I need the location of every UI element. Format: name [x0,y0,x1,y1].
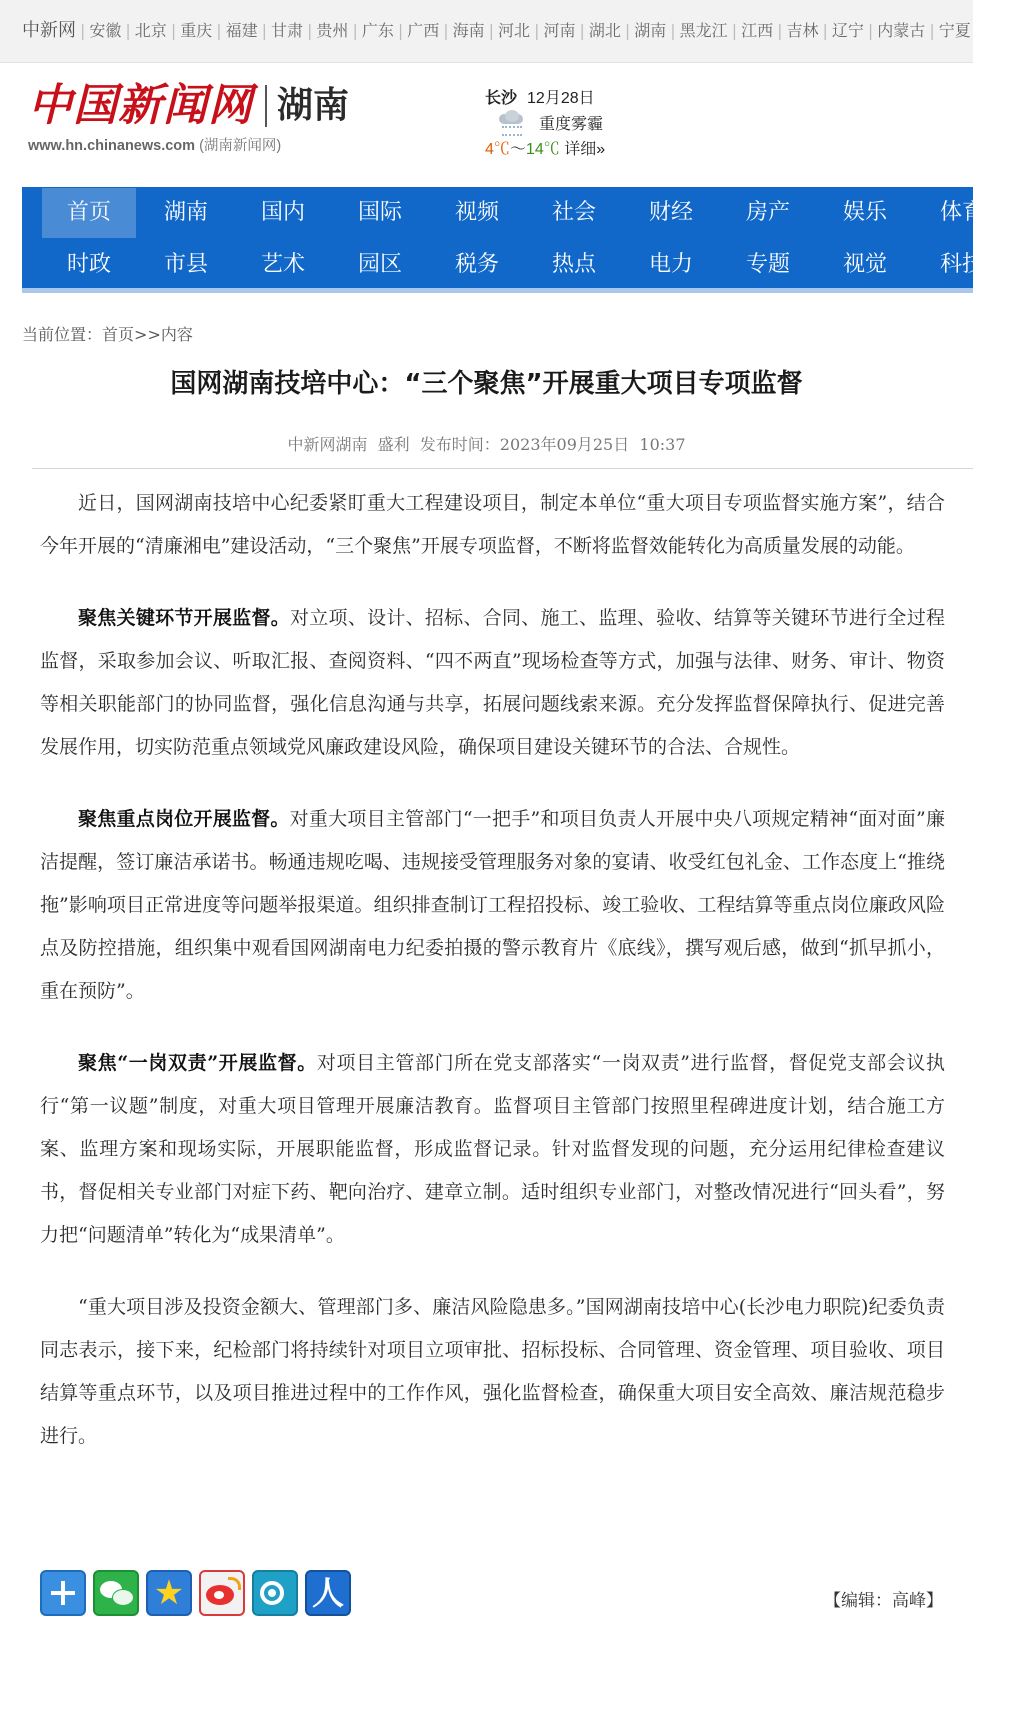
nav-item-topics[interactable]: 专题 [745,252,790,277]
site-home-link[interactable]: 中新网 [22,20,76,41]
nav-item-hot[interactable]: 热点 [551,252,596,277]
logo-text: 中国新闻网 [28,80,253,131]
weather-condition: 重度雾霾 [539,115,604,133]
nav-item-international[interactable]: 国际 [357,200,402,225]
nav-row-2 [42,240,1012,290]
weather-widget: 长沙 12月28日 重度雾霾 4℃～14℃ 详细» [485,90,606,158]
article-body [40,482,945,1487]
region-link[interactable]: 黑龙江 [679,21,728,40]
nav-item-counties[interactable]: 市县 [163,252,208,277]
breadcrumb-home-link[interactable]: 首页 [102,325,135,344]
paragraph-heading: 聚焦重点岗位开展监督。 [78,808,290,830]
share-qzone-star-icon[interactable]: ★ [146,1570,192,1616]
region-link[interactable]: 重庆 [180,21,213,40]
article-title: 国网湖南技培中心：“三个聚焦”开展重大项目专项监督 [170,369,803,399]
region-link[interactable]: 江西 [741,21,774,40]
site-header [0,63,973,190]
region-link[interactable]: 北京 [134,21,167,40]
weather-city: 长沙 [485,90,518,107]
nav-row-1 [42,188,1012,238]
paragraph: 近日，国网湖南技培中心纪委紧盯重大工程建设项目，制定本单位“重大项目专项监督实施方案”，结合今年开展的“清廉湘电”建设活动，“三个聚焦”开展专项监督，不断将监督效能转化为高质量发展的动能。 [40,492,945,557]
breadcrumb [22,322,193,345]
nav-item-sports[interactable]: 体育 [939,200,984,225]
main-nav [22,187,984,293]
paragraph: “重大项目涉及投资金额大、管理部门多、廉洁风险隐患多。”国网湖南技培中心(长沙电力职院)纪委负责同志表示，接下来，纪检部门将持续针对项目立项审批、招标投标、合同管理、资金管理、项目验收、项目结算等重点环节，以及项目推进过程中的工作作风，强化监督检查，确保重大项目安全高效、廉洁规范稳步进行。 [40,1296,945,1447]
divider [32,468,973,469]
weather-date: 12月28日 [527,90,595,107]
logo-url: www.hn.chinanews.com (湖南新闻网) [28,138,282,154]
nav-item-hunan[interactable]: 湖南 [163,200,208,225]
paragraph: 聚焦重点岗位开展监督。对重大项目主管部门“一把手”和项目负责人开展中央八项规定精神“面对面”廉洁提醒，签订廉洁承诺书。畅通违规吃喝、违规接受管理服务对象的宴请、收受红包礼金、工作态度上“推绕拖”影响项目正常进度等问题举报渠道。组织排查制订工程招投标、竣工验收、工程结算等重点岗位廉政风险点及防控措施，组织集中观看国网湖南电力纪委拍摄的警示教育片《底线》，撰写观后感，做到“抓早抓小，重在预防”。 [40,808,945,1002]
nav-item-society[interactable]: 社会 [551,200,596,225]
share-tencent-weibo-icon[interactable] [252,1570,298,1616]
region-link[interactable]: 福建 [225,21,258,40]
logo-region: 湖南 [277,85,350,126]
share-weibo-icon[interactable] [199,1570,245,1616]
logo-divider [265,85,267,127]
breadcrumb-separator: >> [134,325,161,344]
share-bar [40,1570,358,1616]
share-wechat-icon[interactable] [93,1570,139,1616]
editor-credit: 【编辑：高峰】 [824,1591,943,1611]
region-link[interactable]: 安徽 [89,21,122,40]
paragraph-heading: 聚焦关键环节开展监督。 [78,607,290,629]
region-link[interactable]: 河北 [498,21,531,40]
nav-item-video[interactable]: 视频 [454,200,499,225]
nav-item-politics[interactable]: 时政 [66,252,111,277]
breadcrumb-label: 当前位置： [22,325,103,344]
breadcrumb-current: 内容 [160,325,193,344]
paragraph-heading: 聚焦“一岗双责”开展监督。 [78,1052,317,1074]
region-link[interactable]: 广东 [361,21,394,40]
region-link[interactable]: 广西 [407,21,440,40]
nav-item-finance[interactable]: 财经 [648,200,693,225]
nav-item-entertainment[interactable]: 娱乐 [842,200,887,225]
separator: | [80,21,86,40]
share-people-icon[interactable]: 人 [305,1570,351,1616]
nav-item-tech[interactable]: 科技 [939,252,984,277]
fog-cloud-icon [497,110,527,134]
temp-high: 14℃ [525,141,560,158]
region-link[interactable]: 内蒙古 [877,21,926,40]
article-meta: 中新网湖南 盛利 发布时间：2023年09月25日 10:37 [287,435,686,454]
nav-item-tax[interactable]: 税务 [454,252,499,277]
nav-item-realestate[interactable]: 房产 [745,200,790,225]
paragraph: 聚焦“一岗双责”开展监督。对项目主管部门所在党支部落实“一岗双责”进行监督，督促党支部会议执行“第一议题”制度，对重大项目管理开展廉洁教育。监督项目主管部门按照里程碑进度计划，结合施工方案、监理方案和现场实际，开展职能监督，形成监督记录。针对监督发现的问题，充分运用纪律检查建议书，督促相关专业部门对症下药、靶向治疗、建章立制。适时组织专业部门，对整改情况进行“回头看”，努力把“问题清单”转化为“成果清单”。 [40,1052,946,1246]
region-link[interactable]: 海南 [452,21,485,40]
site-logo[interactable] [28,80,350,155]
share-more-plus-icon[interactable] [40,1570,86,1616]
nav-item-parks[interactable]: 园区 [357,252,402,277]
nav-item-home[interactable]: 首页 [42,188,136,238]
region-link[interactable]: 湖北 [588,21,621,40]
paragraph: 聚焦关键环节开展监督。对立项、设计、招标、合同、施工、监理、验收、结算等关键环节进行全过程监督，采取参加会议、听取汇报、查阅资料、“四不两直”现场检查等方式，加强与法律、财务、审计、物资等相关职能部门的协同监督，强化信息沟通与共享，拓展问题线索来源。充分发挥监督保障执行、促进完善发展作用，切实防范重点领域党风廉政建设风险，确保项目建设关键环节的合法、合规性。 [40,607,945,758]
region-link[interactable]: 吉林 [786,21,819,40]
region-link[interactable]: 甘肃 [271,21,304,40]
region-link[interactable]: 湖南 [634,21,667,40]
nav-item-art[interactable]: 艺术 [260,252,305,277]
region-link[interactable]: 河南 [543,21,576,40]
temp-low: 4℃ [485,141,510,158]
region-link[interactable]: 贵州 [316,21,349,40]
nav-item-visual[interactable]: 视觉 [842,252,887,277]
nav-item-domestic[interactable]: 国内 [260,200,305,225]
nav-item-power[interactable]: 电力 [648,252,693,277]
region-link[interactable]: 宁夏 [938,21,971,40]
region-link[interactable]: 辽宁 [831,21,864,40]
weather-details-link[interactable]: 详细» [564,141,606,158]
region-bar: 中新网 | 安徽 | 北京 | 重庆 | 福建 | 甘肃 | 贵州 | 广东 | 广西 | 海南 | 河北 | 河南 | 湖北 | 湖南 | 黑龙江 | 江西 | 吉林 | 辽宁 | 内蒙古 | 宁夏 [0,0,973,63]
